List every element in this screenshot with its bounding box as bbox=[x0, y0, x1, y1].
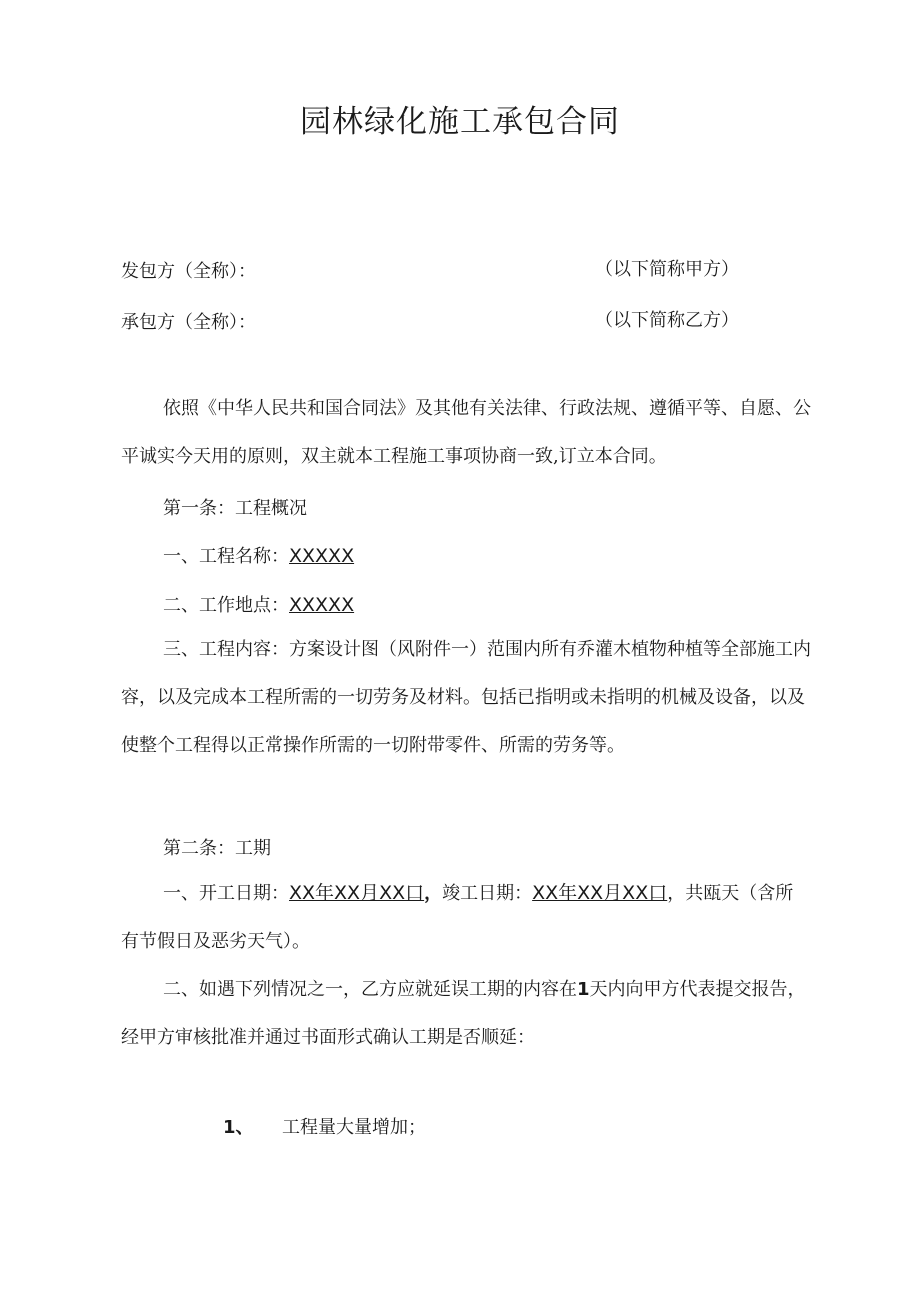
end-date-value: XX年XX月XX口 bbox=[532, 882, 668, 904]
schedule-paragraph bbox=[121, 869, 811, 966]
start-date-label: 一、开工日期： bbox=[163, 883, 289, 904]
work-location-line bbox=[163, 591, 354, 617]
article2-heading: 第二条：工期 bbox=[163, 838, 271, 859]
work-location-label: 二、工作地点： bbox=[163, 595, 289, 616]
contractor-note: （以下简称乙方） bbox=[595, 310, 739, 331]
start-date-value: XX年XX月XX口 bbox=[289, 882, 425, 904]
project-name-value: XXXXX bbox=[289, 545, 355, 567]
project-name-label: 一、工程名称： bbox=[163, 546, 289, 567]
delay-text-pre: 二、如遇下列情况之一，乙方应就延误工期的内容在 bbox=[163, 979, 577, 1000]
item1-number: 1、 bbox=[223, 1117, 254, 1138]
employer-note: （以下简称甲方） bbox=[595, 259, 739, 280]
delay-days: 1 bbox=[577, 979, 590, 1000]
item1-text: 工程量大量增加； bbox=[282, 1117, 426, 1138]
employer-label: 发包方（全称）： bbox=[121, 261, 256, 282]
project-name-line bbox=[163, 542, 354, 568]
work-location-value: XXXXX bbox=[289, 594, 355, 616]
duration-text: 共瓯天（含所有节假日及恶劣天气）。 bbox=[121, 883, 794, 952]
article1-heading: 第一条：工程概况 bbox=[163, 498, 307, 519]
contractor-label: 承包方（全称）： bbox=[121, 312, 256, 333]
date-separator: ， bbox=[424, 883, 443, 904]
preamble-paragraph: 依照《中华人民共和国合同法》及其他有关法律、行政法规、遵循平等、自愿、公平诚实今天用的原则，双主就本工程施工事项协商一致,订立本合同。 bbox=[121, 398, 811, 467]
document-title: 园林绿化施工承包合同 bbox=[300, 104, 620, 140]
project-content-paragraph: 三、工程内容：方案设计图（风附件一）范围内所有乔灌木植物种植等全部施工内容，以及完成本工程所需的一切劳务及材料。包括已指明或未指明的机械及设备，以及使整个工程得以正常操作所需的一切附带零件、所需的劳务等。 bbox=[121, 639, 811, 756]
delay-text-post: 天内向甲方代表提交报告，经甲方审核批准并通过书面形式确认工期是否顺延： bbox=[121, 979, 806, 1048]
end-date-label: 竣工日期： bbox=[442, 883, 533, 904]
delay-paragraph bbox=[121, 966, 811, 1062]
end-date-tail: ， bbox=[667, 883, 686, 904]
